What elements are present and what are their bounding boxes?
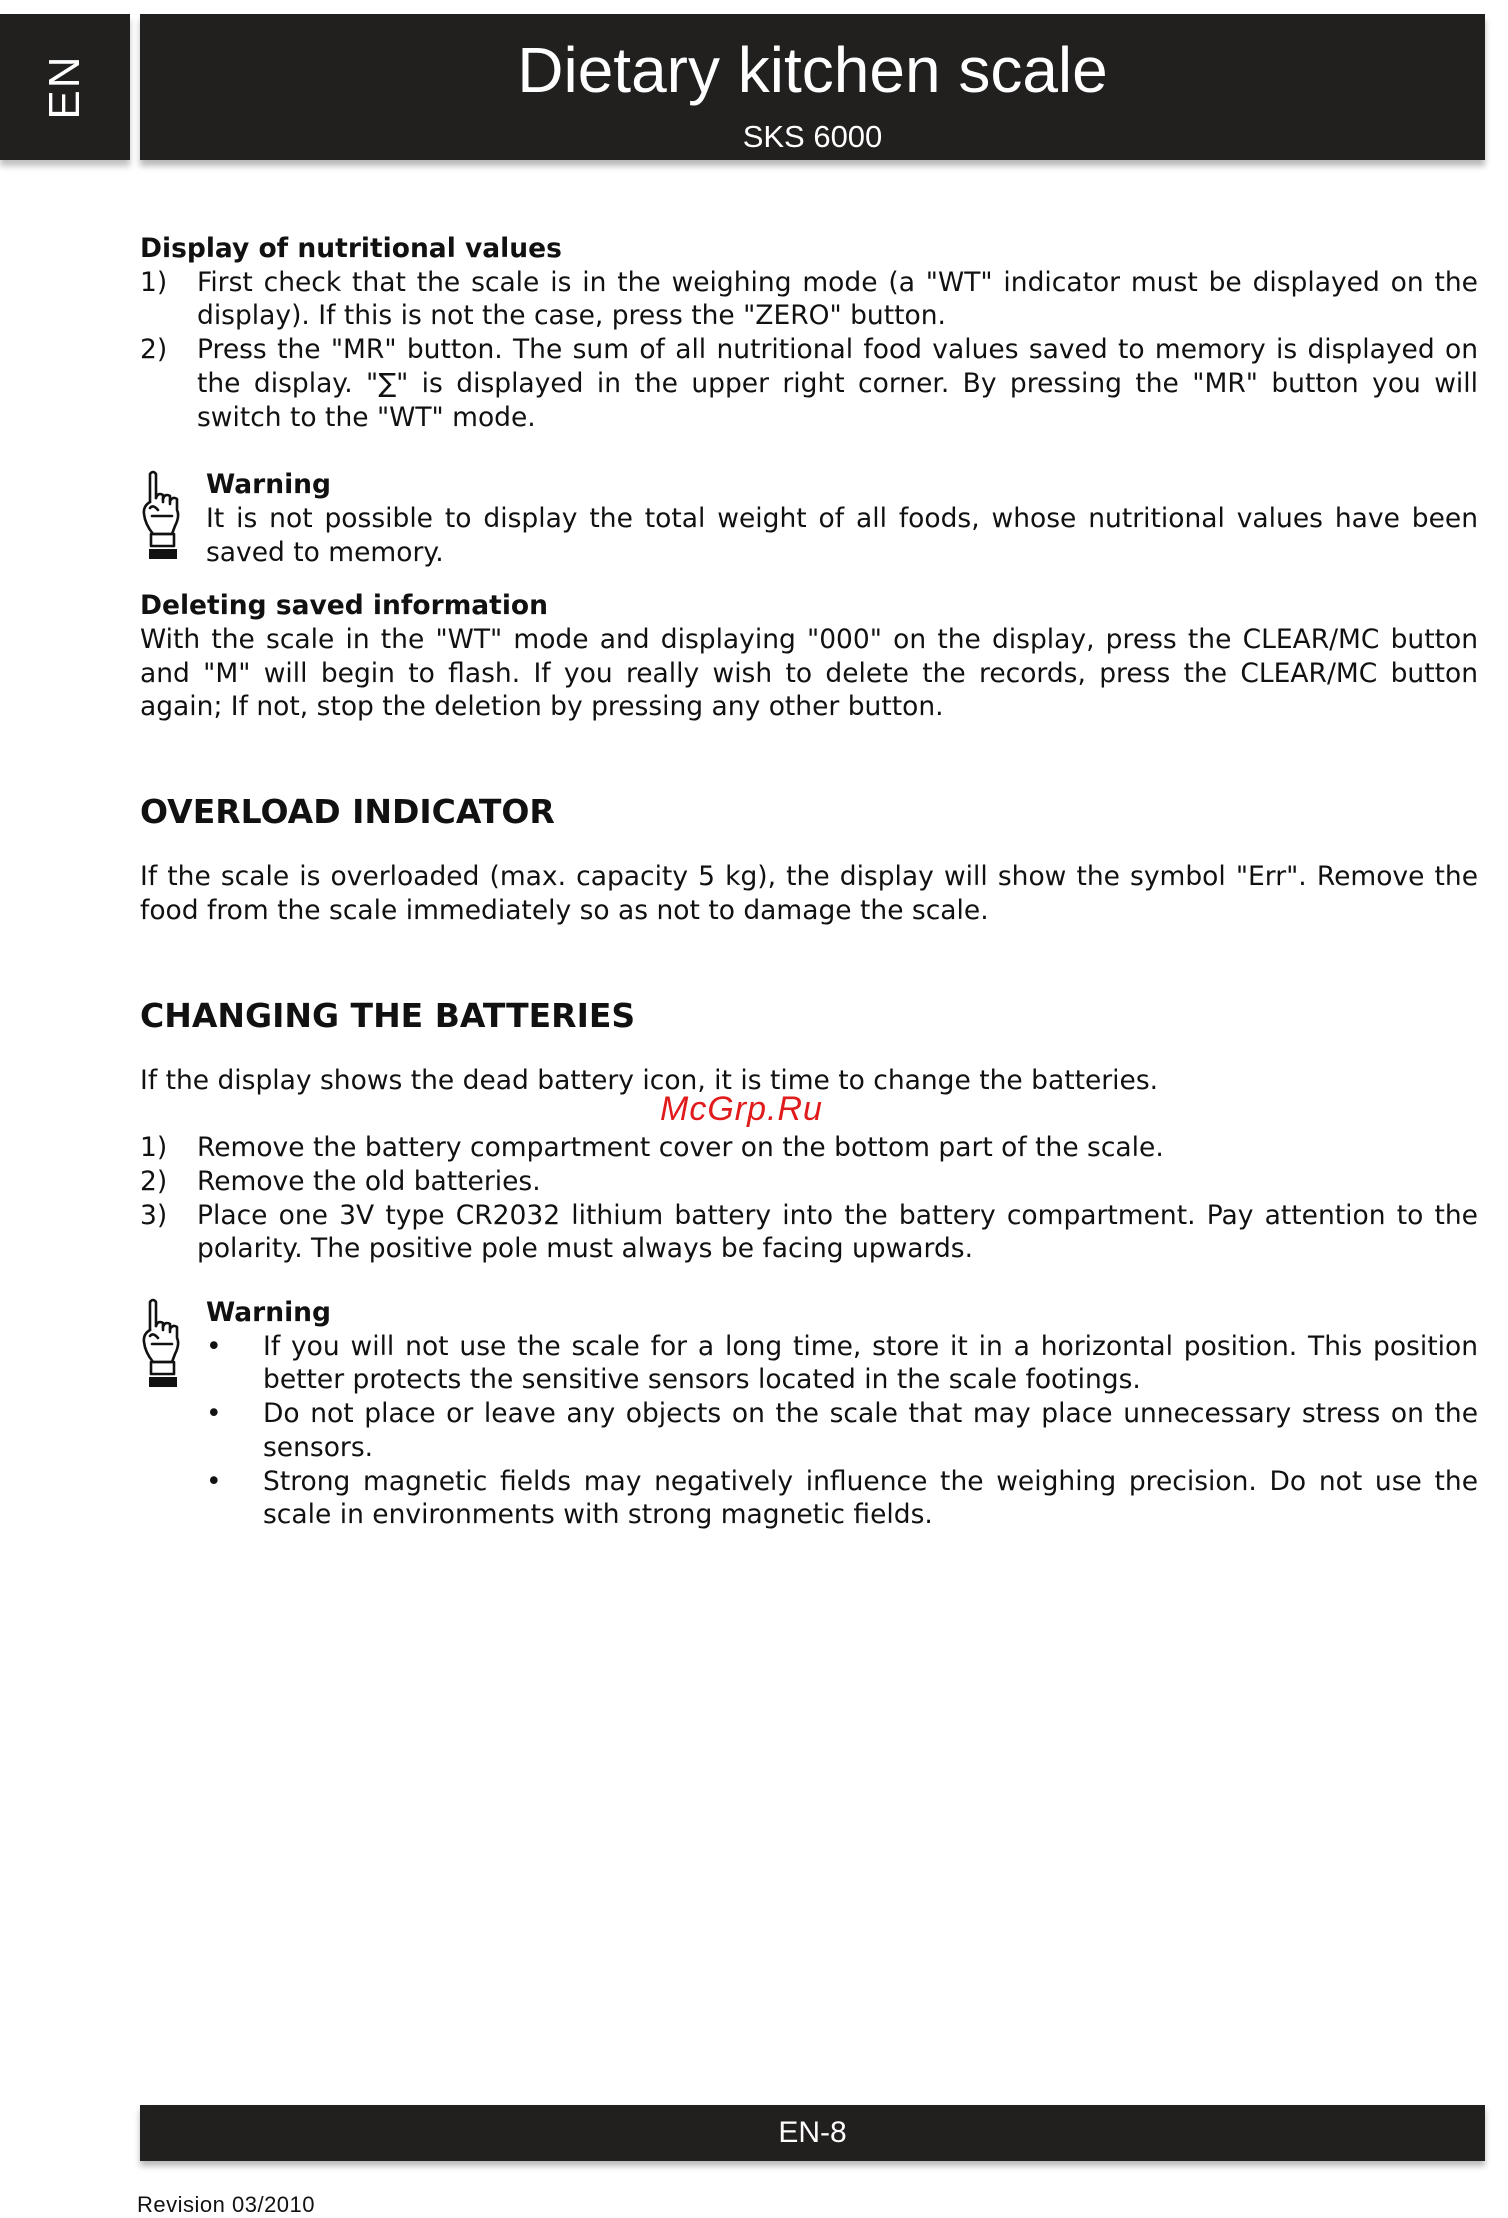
language-label: EN [40,54,89,120]
list-text: Press the "MR" button. The sum of all nutritional food values saved to memory is displayed on the display. "∑" is displayed in the upper right corner. By pressing the "MR" button you will switch to the "WT" mode. [197,334,1478,433]
list-text: Remove the battery compartment cover on the bottom part of the scale. [197,1132,1164,1164]
bullet-dot: • [206,1330,222,1362]
model-number: SKS 6000 [742,119,883,154]
warning-title: Warning [206,1297,332,1329]
list-number: 3) [140,1199,168,1231]
revision-label: Revision 03/2010 [137,2192,316,2217]
list-number: 1) [140,266,168,298]
list-number: 2) [140,1165,168,1197]
overload-text: If the scale is overloaded (max. capacity 5 kg), the display will show the symbol "Err". Remove the food from the scale immediately so as not to damage the scale. [140,861,1478,926]
bullet-text: Do not place or leave any objects on the scale that may place unnecessary stress on the sensors. [263,1398,1478,1463]
list-item [140,1131,1478,1165]
footer-bar [140,2105,1485,2161]
overload-heading: OVERLOAD INDICATOR [140,792,555,832]
nutritional-heading: Display of nutritional values [140,233,562,264]
bullet-item [206,1465,1478,1532]
bullet-text: If you will not use the scale for a long time, store it in a horizontal position. This position better protects the sensitive sensors located in the scale footings. [263,1330,1478,1396]
list-item [140,333,1478,434]
pointing-hand-icon [140,468,186,564]
bullet-item [206,1397,1478,1464]
warning-title: Warning [206,469,332,501]
pointing-hand-icon [140,1296,186,1392]
watermark: McGrp.Ru [660,1090,823,1128]
bullet-item [206,1330,1478,1397]
list-text: Place one 3V type CR2032 lithium battery into the battery compartment. Pay attention to the polarity. The positive pole must always be facing upwards. [197,1199,1478,1265]
page-title: Dietary kitchen scale [517,34,1108,106]
warning-block [140,468,1478,569]
warning-block [140,1296,1478,1532]
header-bar [140,14,1485,160]
page-number: EN-8 [778,2116,847,2149]
list-number: 1) [140,1132,168,1164]
manual-content [140,232,1478,1532]
warning-text: It is not possible to display the total weight of all foods, whose nutritional values have been saved to memory. [206,502,1478,568]
bullet-dot: • [206,1398,222,1430]
list-item [140,1165,1478,1199]
bullet-dot: • [206,1465,222,1497]
language-tab [0,14,130,160]
batteries-heading: CHANGING THE BATTERIES [140,995,636,1035]
batteries-intro: If the display shows the dead battery icon, it is time to change the batteries. [140,1064,1159,1096]
list-item [140,1199,1478,1266]
list-text: Remove the old batteries. [197,1165,541,1197]
list-item [140,266,1478,333]
deleting-heading: Deleting saved information [140,590,549,622]
deleting-text: With the scale in the "WT" mode and displaying "000" on the display, press the CLEAR/MC button and "M" will begin to flash. If you really wish to delete the records, press the CLEAR/MC button again; If not, stop the deletion by pressing any other button. [140,624,1478,723]
list-number: 2) [140,334,168,366]
bullet-text: Strong magnetic fields may negatively influence the weighing precision. Do not use the scale in environments with strong magnetic fields. [263,1465,1478,1531]
list-text: First check that the scale is in the weighing mode (a "WT" indicator must be displayed on the display). If this is not the case, press the "ZERO" button. [197,266,1478,332]
